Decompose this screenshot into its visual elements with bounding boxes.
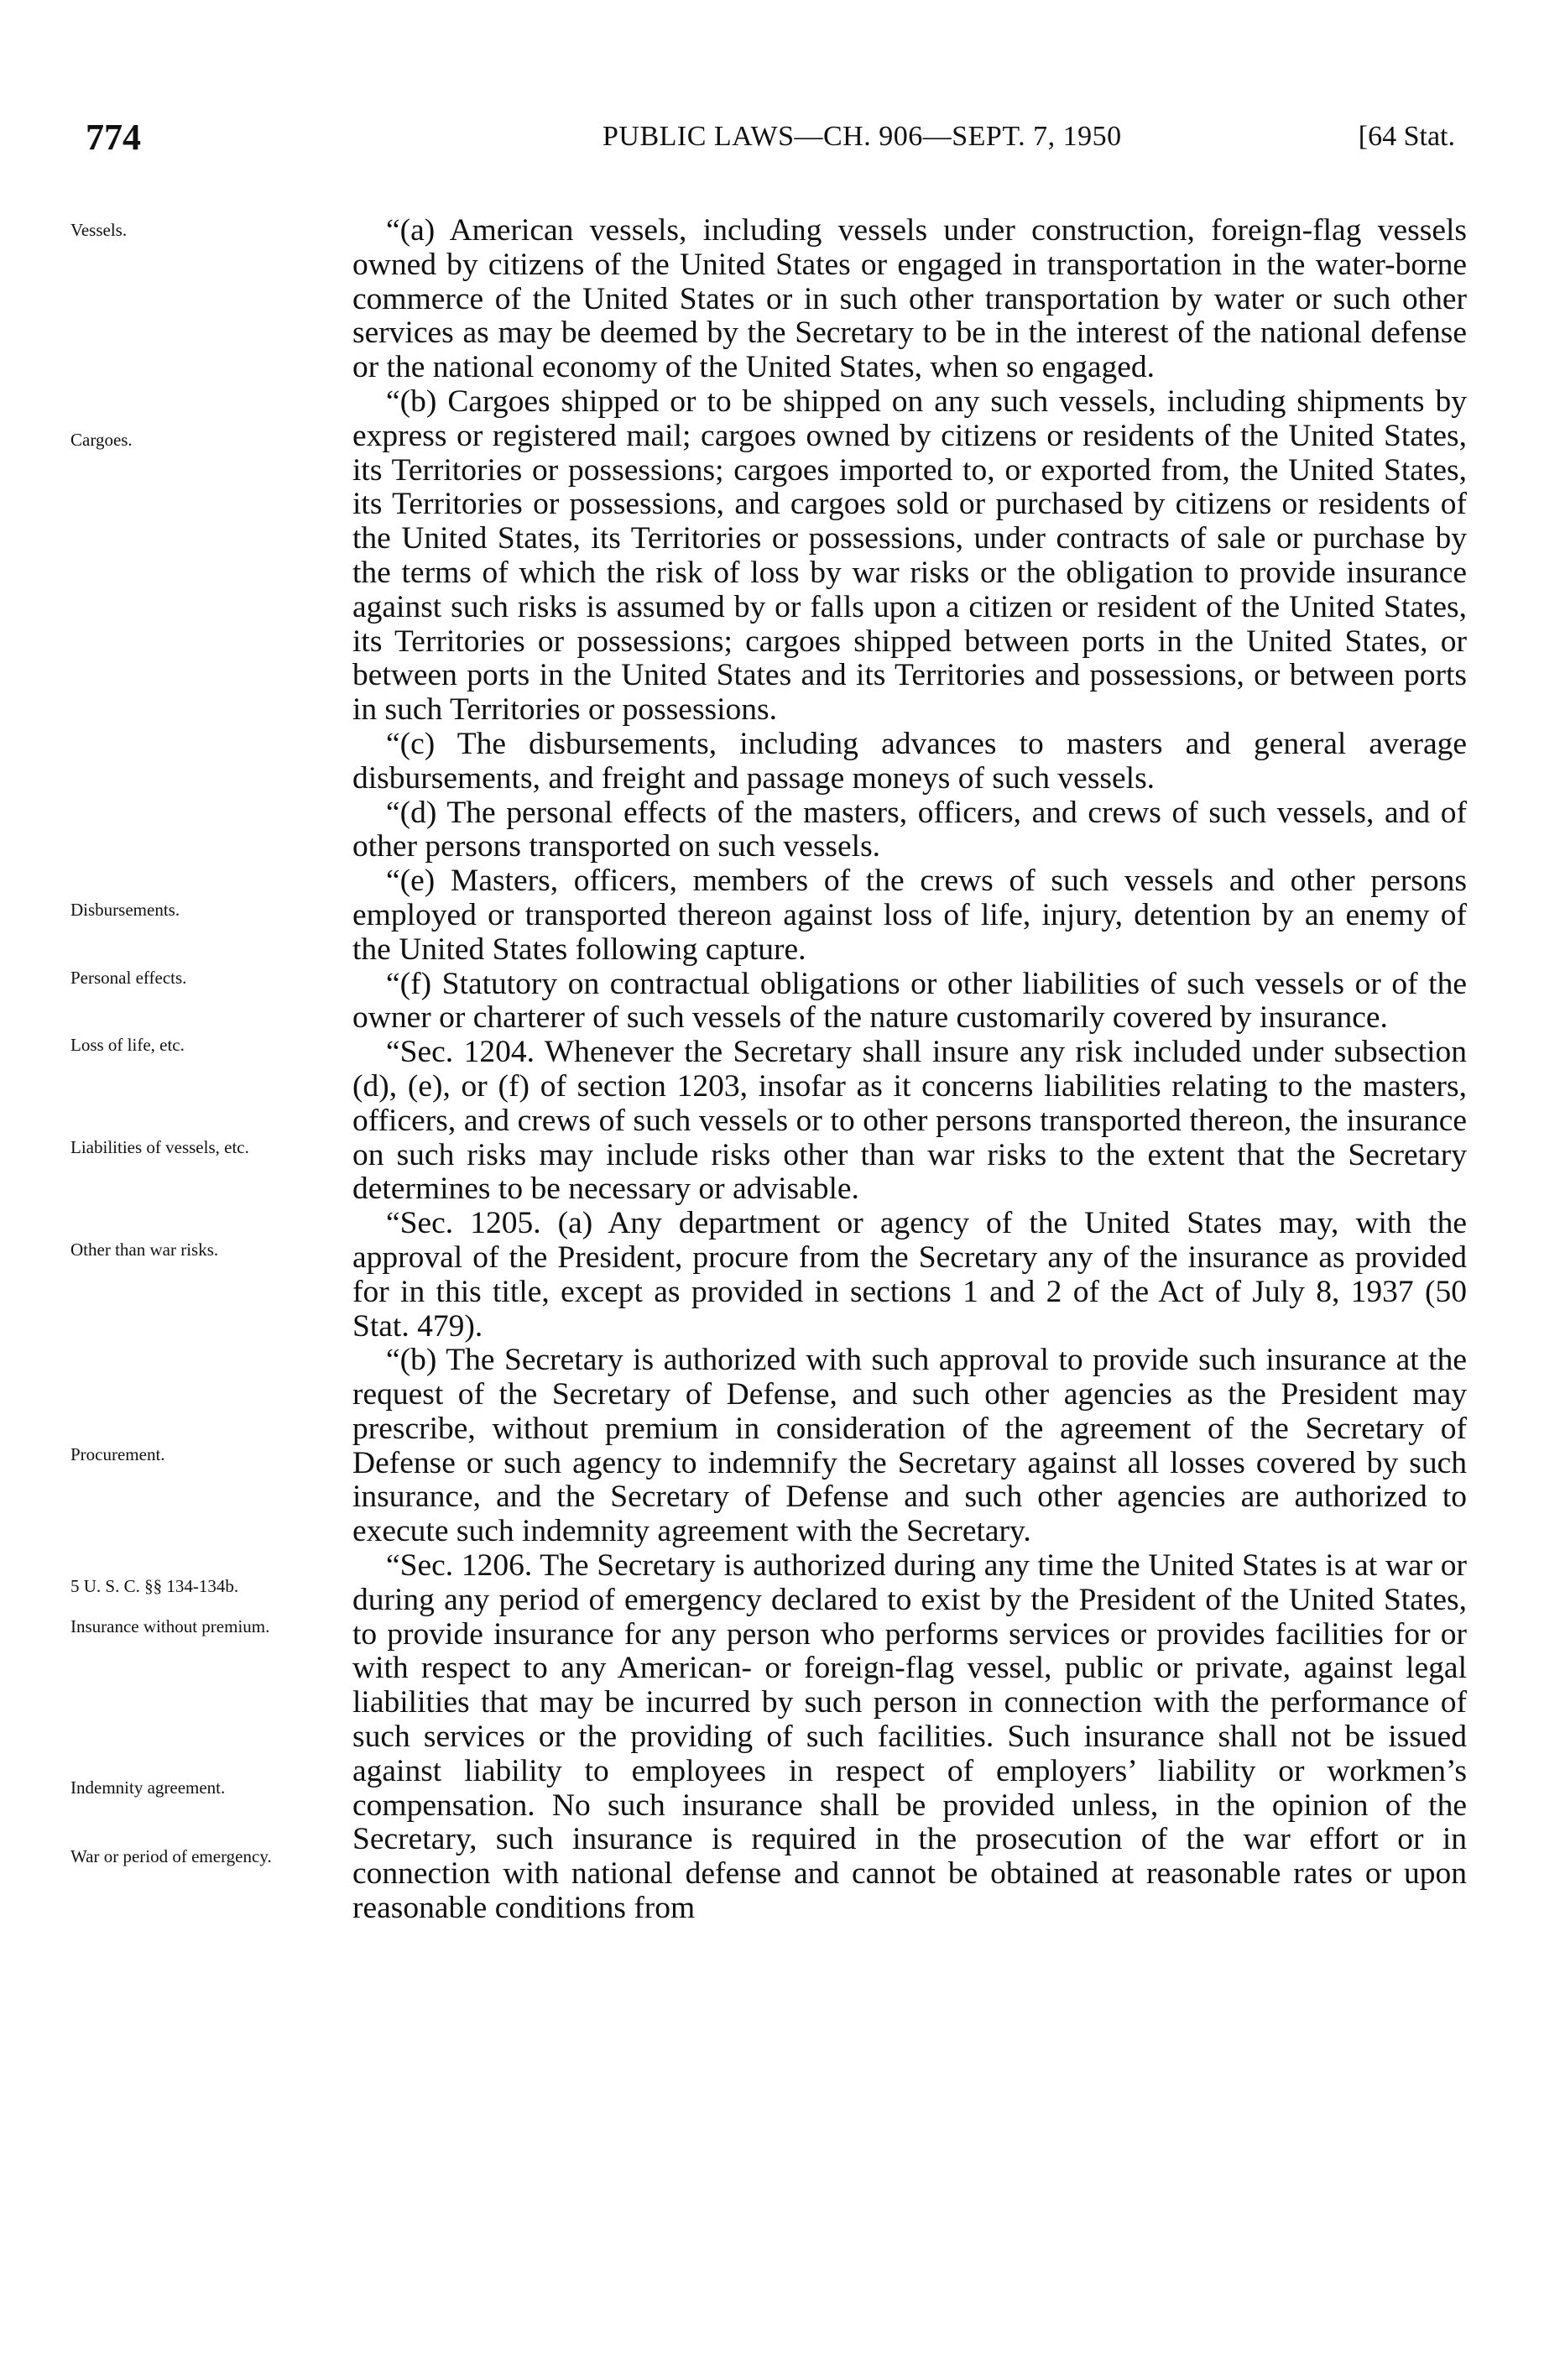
paragraph-f-liabilities: “(f) Statutory on contractual obligations or other liabilities of such vessels or of the owner or charterer of such vessels of the nature customarily covered by insurance.: [352, 966, 1467, 1036]
margin-note-liabilities: Liabilities of vessels, etc.: [70, 1137, 249, 1157]
margin-note-other-than-war: Other than war risks.: [70, 1240, 219, 1260]
margin-note-cargoes: Cargoes.: [70, 430, 133, 450]
margin-note-vessels: Vessels.: [70, 220, 128, 240]
margin-note-indemnity-agreement: Indemnity agreement.: [70, 1777, 226, 1798]
margin-note-insurance-without-premium: Insurance without premium.: [70, 1616, 270, 1636]
margin-note-usc-citation: 5 U. S. C. §§ 134-134b.: [70, 1576, 239, 1596]
paragraph-c-disbursements: “(c) The disbursements, including advances to masters and general average disbursements, and freight and passage moneys of such vessels.: [352, 726, 1467, 796]
page-number: 774: [86, 117, 141, 158]
section-1205-a: “Sec. 1205. (a) Any department or agency of the United States may, with the approval of the President, procure from the Secretary any of the insurance as provided for in this title, except as provided in sections 1 and 2 of the Act of July 8, 1937 (50 Stat. 479).: [352, 1206, 1467, 1344]
section-1205-b: “(b) The Secretary is authorized with such approval to provide such insurance at the request of the Secretary of Defense, and such other agencies as the President may prescribe, without premium in consideration of the agreement of the Secretary of Defense or such agency to indemnify the Secretary against all losses covered by such insurance, and the Secretary of Defense and such other agencies are authorized to execute such indemnity agreement with the Secretary.: [352, 1343, 1467, 1549]
margin-notes: [70, 220, 331, 2318]
margin-note-loss-of-life: Loss of life, etc.: [70, 1035, 185, 1055]
section-1204: “Sec. 1204. Whenever the Secretary shall insure any risk included under subsection (d), (e), or (f) of section 1203, insofar as it concerns liabilities relating to the masters, officers, and crews of such vessels or to other persons transported thereon, the insurance on such risks may include risks other than war risks to the extent that the Secretary determines to be necessary or advisable.: [352, 1035, 1467, 1207]
margin-note-war-or-emergency: War or period of emergency.: [70, 1846, 272, 1866]
paragraph-a-vessels: “(a) American vessels, including vessels under construction, foreign-flag vessels owned by citizens of the United States or engaged in transportation in the water-borne commerce of the United States or in such other transportation by water or such other services as may be deemed by the Secretary to be in the interest of the national defense or the national economy of the United States, when so engaged.: [352, 213, 1467, 385]
margin-note-procurement: Procurement.: [70, 1444, 165, 1464]
paragraph-b-cargoes: “(b) Cargoes shipped or to be shipped on any such vessels, including shipments by express or registered mail; cargoes owned by citizens or residents of the United States, its Territories or possessions; cargoes imported to, or exported from, the United States, its Territories or possessions, and cargoes sold or purchased by citizens or residents of the United States, its Territories or possessions, under contracts of sale or purchase by the terms of which the risk of loss by war risks or the obligation to provide insurance against such risks is assumed by or falls upon a citizen or resident of the United States, its Territories or possessions; cargoes shipped between ports in the United States, or between ports in the United States and its Territories and possessions, or between ports in such Territories or possessions.: [352, 384, 1467, 728]
paragraph-d-personal-effects: “(d) The personal effects of the masters, officers, and crews of such vessels, and of other persons transported on such vessels.: [352, 795, 1467, 864]
section-1206: “Sec. 1206. The Secretary is authorized during any time the United States is at war or during any period of emergency declared to exist by the President of the United States, to provide insurance for any person who performs services or provides facilities for or with respect to any American- or foreign-flag vessel, public or private, against legal liabilities that may be incurred by such person in connection with the performance of such services or the providing of such facilities. Such insurance shall not be issued against liability to employees in respect of employers’ liability or workmen’s compensation. No such insurance shall be provided unless, in the opinion of the Secretary, such insurance is required in the prosecution of the war effort or in connection with national defense and cannot be obtained at reasonable rates or upon reasonable conditions from: [352, 1548, 1467, 1926]
margin-note-personal-effects: Personal effects.: [70, 968, 187, 988]
body-text: [352, 214, 1467, 1926]
running-title: PUBLIC LAWS—CH. 906—SEPT. 7, 1950: [603, 121, 1122, 152]
volume-reference: [64 Stat.: [1358, 121, 1455, 152]
page-header: [86, 116, 1462, 166]
margin-note-disbursements: Disbursements.: [70, 900, 180, 920]
paragraph-e-loss-of-life: “(e) Masters, officers, members of the crews of such vessels and other persons employed or transported thereon against loss of life, injury, detention by an enemy of the United States following capture.: [352, 864, 1467, 967]
